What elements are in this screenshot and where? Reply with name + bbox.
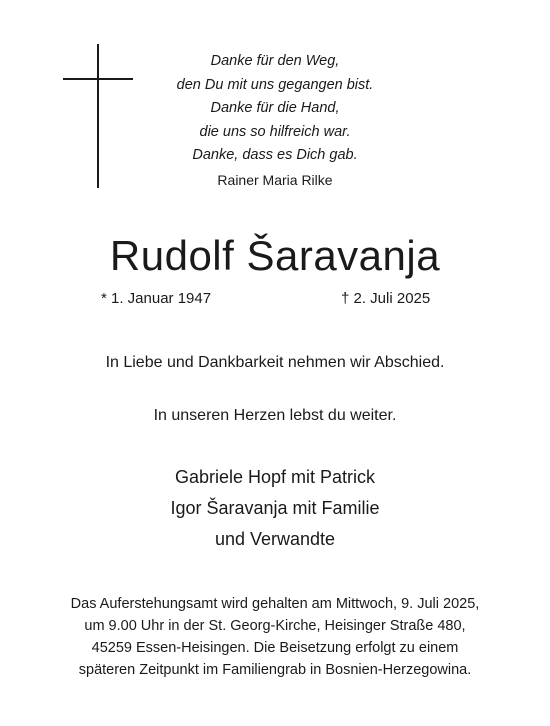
mourner-line: Igor Šaravanja mit Familie: [170, 498, 380, 518]
death-date: † 2. Juli 2025: [341, 290, 431, 307]
poem-quote: [140, 50, 410, 168]
mourner-line: Gabriele Hopf mit Patrick: [174, 467, 376, 487]
poem-line: Danke, dass es Dich gab.: [192, 147, 358, 163]
cross-horizontal-bar: [63, 78, 133, 80]
service-notice: [0, 593, 550, 681]
deceased-name: Rudolf Šaravanja: [109, 232, 441, 279]
cross-vertical-bar: [97, 44, 99, 188]
notice-line: um 9.00 Uhr in der St. Georg-Kirche, Heisinger Straße 480,: [84, 618, 466, 634]
notice-line: Das Auferstehungsamt wird gehalten am Mittwoch, 9. Juli 2025,: [70, 596, 480, 612]
poem-line: den Du mit uns gegangen bist.: [176, 76, 374, 93]
notice-line: späteren Zeitpunkt im Familiengrab in Bosnien-Herzegowina.: [78, 662, 472, 678]
poem-line: Danke für die Hand,: [210, 100, 340, 116]
mourners-list: [0, 462, 550, 555]
notice-line: 45259 Essen-Heisingen. Die Beisetzung erfolgt zu einem: [91, 640, 459, 656]
poem-line: die uns so hilfreich war.: [199, 123, 351, 140]
poem-line: Danke für den Weg,: [210, 53, 340, 69]
memory-text: In unseren Herzen lebst du weiter.: [153, 407, 397, 424]
mourner-line: und Verwandte: [214, 529, 336, 549]
birth-date: * 1. Januar 1947: [101, 290, 212, 307]
farewell-text: In Liebe und Dankbarkeit nehmen wir Abschied.: [105, 354, 445, 371]
poem-author: Rainer Maria Rilke: [217, 172, 333, 188]
